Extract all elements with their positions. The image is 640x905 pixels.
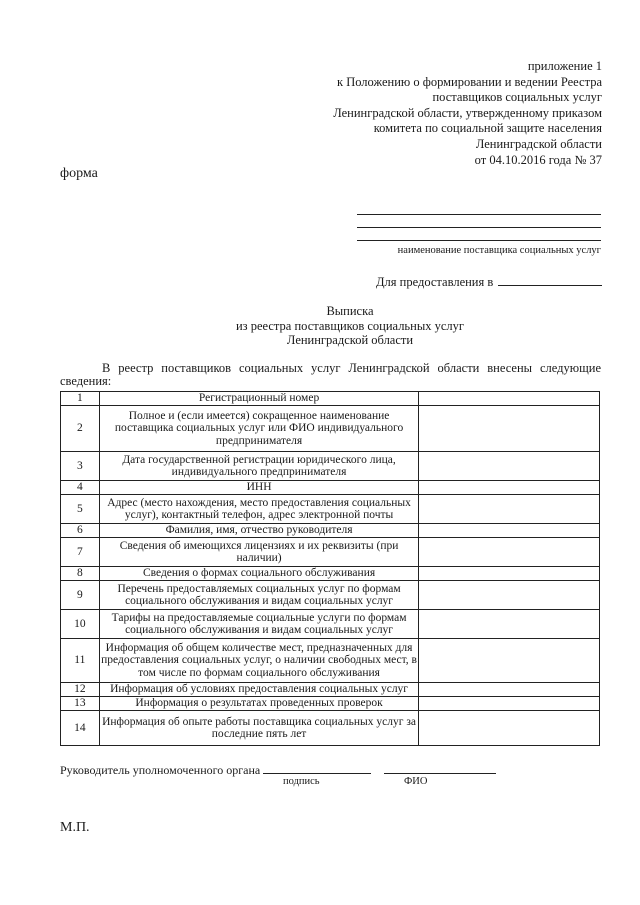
document-title — [0, 304, 640, 348]
row-value-cell[interactable] — [419, 495, 600, 524]
table-row — [61, 683, 600, 697]
provider-name-block — [357, 202, 601, 256]
signature-field[interactable] — [263, 762, 371, 774]
provider-name-line[interactable] — [357, 228, 601, 241]
row-description: Информация о результатах проведенных проверок — [99, 697, 419, 711]
name-caption: ФИО — [404, 776, 428, 787]
row-number: 2 — [61, 406, 100, 452]
row-value-cell[interactable] — [419, 392, 600, 406]
row-description: Полное и (если имеется) сокращенное наименование поставщика социальных услуг или ФИО индивидуального предпринимателя — [99, 406, 419, 452]
row-description: ИНН — [99, 481, 419, 495]
row-number: 8 — [61, 567, 100, 581]
row-value-cell[interactable] — [419, 452, 600, 481]
intro-paragraph — [60, 362, 601, 388]
table-row — [61, 610, 600, 639]
row-number: 14 — [61, 711, 100, 746]
row-description: Адрес (место нахождения, место предоставления социальных услуг), контактный телефон, адрес электронной почты — [99, 495, 419, 524]
appendix-line: от 04.10.2016 года № 37 — [474, 152, 602, 167]
row-value-cell[interactable] — [419, 683, 600, 697]
row-value-cell[interactable] — [419, 481, 600, 495]
appendix-line: приложение 1 — [527, 59, 602, 73]
row-value-cell[interactable] — [419, 711, 600, 746]
row-description: Перечень предоставляемых социальных услуг по формам социального обслуживания и видам социальных услуг — [99, 581, 419, 610]
appendix-line: к Положению о формировании и ведении Реестра — [337, 74, 602, 89]
title-line: из реестра поставщиков социальных услуг — [235, 318, 465, 333]
row-description: Информация об общем количестве мест, предназначенных для предоставления социальных услуг, о наличии свободных мест, в том числе по формам социального обслуживания — [99, 639, 419, 683]
table-row — [61, 495, 600, 524]
row-description: Сведения об имеющихся лицензиях и их реквизиты (при наличии) — [99, 538, 419, 567]
appendix-line: поставщиков социальных услуг — [432, 90, 602, 105]
row-number: 13 — [61, 697, 100, 711]
row-description: Информация об условиях предоставления социальных услуг — [99, 683, 419, 697]
row-number: 10 — [61, 610, 100, 639]
table-row — [61, 567, 600, 581]
row-description: Регистрационный номер — [99, 392, 419, 406]
title-line: Ленинградской области — [286, 333, 414, 347]
row-description: Сведения о формах социального обслуживания — [99, 567, 419, 581]
table-row — [61, 481, 600, 495]
table-row — [61, 697, 600, 711]
row-value-cell[interactable] — [419, 406, 600, 452]
table-row — [61, 406, 600, 452]
row-description: Тарифы на предоставляемые социальные услуги по формам социального обслуживания и видам социальных услуг — [99, 610, 419, 639]
table-row — [61, 392, 600, 406]
provider-name-line[interactable] — [357, 202, 601, 215]
head-label: Руководитель уполномоченного органа — [60, 763, 261, 777]
row-number: 3 — [61, 452, 100, 481]
row-description: Дата государственной регистрации юридического лица, индивидуального предпринимателя — [99, 452, 419, 481]
table-row — [61, 581, 600, 610]
appendix-reference — [333, 59, 602, 168]
signature-caption: подпись — [283, 776, 320, 787]
row-value-cell[interactable] — [419, 610, 600, 639]
row-value-cell[interactable] — [419, 524, 600, 538]
row-number: 12 — [61, 683, 100, 697]
table-row — [61, 538, 600, 567]
intro-line: сведения: — [60, 374, 112, 388]
stamp-label: М.П. — [60, 820, 90, 835]
row-number: 6 — [61, 524, 100, 538]
for-provision — [376, 274, 602, 290]
row-value-cell[interactable] — [419, 567, 600, 581]
row-number: 9 — [61, 581, 100, 610]
registry-table — [60, 391, 600, 746]
row-description: Информация об опыте работы поставщика социальных услуг за последние пять лет — [99, 711, 419, 746]
form-label: форма — [60, 166, 98, 181]
table-row — [61, 524, 600, 538]
row-number: 1 — [61, 392, 100, 406]
for-provision-field[interactable] — [498, 274, 602, 286]
appendix-line: Ленинградской области — [475, 136, 602, 151]
table-row — [61, 639, 600, 683]
row-description: Фамилия, имя, отчество руководителя — [99, 524, 419, 538]
provider-name-caption: наименование поставщика социальных услуг — [397, 245, 601, 256]
intro-line: В реестр поставщиков социальных услуг Ленинградской области внесены следующие — [102, 361, 601, 375]
row-value-cell[interactable] — [419, 538, 600, 567]
row-number: 11 — [61, 639, 100, 683]
appendix-line: Ленинградской области, утвержденному приказом — [333, 105, 602, 120]
provider-name-line[interactable] — [357, 215, 601, 228]
appendix-line: комитета по социальной защите населения — [373, 121, 602, 136]
for-provision-label: Для предоставления в — [376, 275, 494, 289]
row-number: 5 — [61, 495, 100, 524]
row-number: 7 — [61, 538, 100, 567]
name-field[interactable] — [384, 762, 496, 774]
row-number: 4 — [61, 481, 100, 495]
row-value-cell[interactable] — [419, 697, 600, 711]
row-value-cell[interactable] — [419, 639, 600, 683]
row-value-cell[interactable] — [419, 581, 600, 610]
table-row — [61, 711, 600, 746]
title-line: Выписка — [326, 304, 374, 318]
signature-line — [60, 762, 496, 778]
table-row — [61, 452, 600, 481]
